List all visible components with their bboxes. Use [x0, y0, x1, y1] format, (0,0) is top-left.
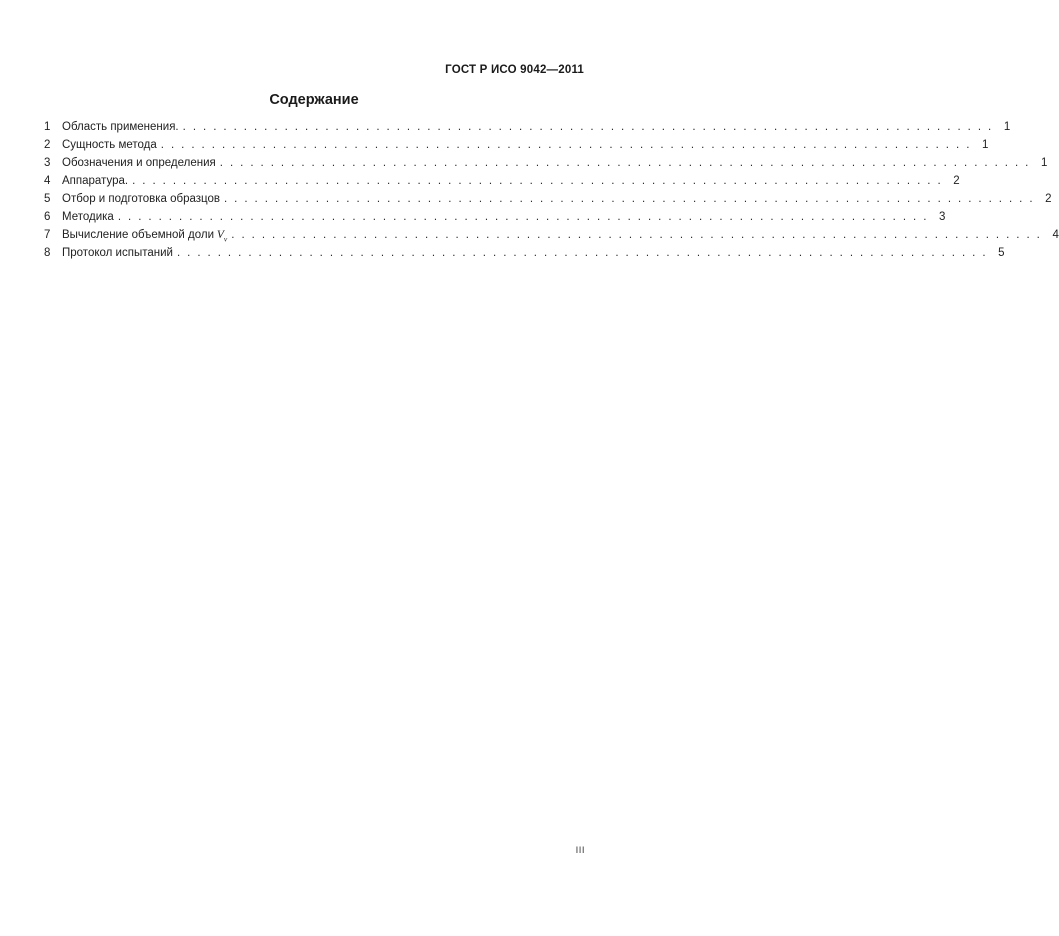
toc-row [44, 175, 960, 193]
folio-page-number: III [575, 845, 585, 856]
toc-leader-dots: ................................................................................ [117, 211, 934, 223]
toc-item-label: Сущность метода [62, 139, 157, 151]
toc-item-page: 3 [939, 211, 946, 223]
toc-leader-dots: ................................................................................ [182, 121, 999, 133]
toc-item-number: 6 [44, 211, 51, 223]
toc-item-page: 1 [1040, 157, 1048, 169]
toc-item-page: 1 [981, 139, 989, 151]
toc-leader-dots: ................................................................................ [231, 229, 1047, 241]
toc-item-page: 2 [953, 175, 960, 187]
toc-item-number: 3 [44, 157, 51, 169]
toc-item-number: 2 [44, 139, 51, 151]
toc-leader-dots: ................................................................................ [132, 175, 948, 187]
toc-item-page: 4 [1052, 229, 1059, 241]
toc-item-page: 5 [998, 247, 1005, 259]
toc-row [44, 229, 1059, 247]
toc-row [44, 211, 946, 229]
toc-item-label: Методика [62, 211, 114, 223]
toc-list [44, 121, 1059, 265]
toc-leader-dots: ................................................................................ [223, 193, 1040, 205]
toc-leader-dots: ................................................................................ [176, 247, 993, 259]
toc-row [44, 247, 1005, 265]
toc-item-label: Обозначения и определения [62, 157, 216, 169]
toc-row [44, 139, 989, 157]
toc-item-number: 4 [44, 175, 51, 187]
toc-item-label: Отбор и подготовка образцов [62, 193, 220, 205]
toc-row [44, 121, 1011, 139]
toc-item-number: 8 [44, 247, 51, 259]
toc-item-number: 7 [44, 229, 51, 241]
toc-item-number: 1 [44, 121, 51, 133]
toc-row [44, 157, 1048, 175]
document-header-designation: ГОСТ Р ИСО 9042—2011 [445, 64, 584, 76]
toc-item-label: Аппаратура. [62, 175, 129, 187]
toc-item-label: Протокол испытаний [62, 247, 173, 259]
toc-row [44, 193, 1052, 211]
toc-item-page: 1 [1003, 121, 1011, 133]
math-symbol: V [214, 229, 224, 241]
toc-leader-dots: ................................................................................ [160, 139, 977, 151]
toc-item-page: 2 [1045, 193, 1052, 205]
math-subscript: v [223, 234, 228, 244]
toc-item-number: 5 [44, 193, 51, 205]
toc-leader-dots: ................................................................................ [219, 157, 1036, 169]
page-title: Содержание [269, 92, 359, 108]
toc-item-label: Вычисление объемной доли $V_v$ [62, 229, 228, 244]
toc-item-label: Область применения. [62, 121, 179, 133]
